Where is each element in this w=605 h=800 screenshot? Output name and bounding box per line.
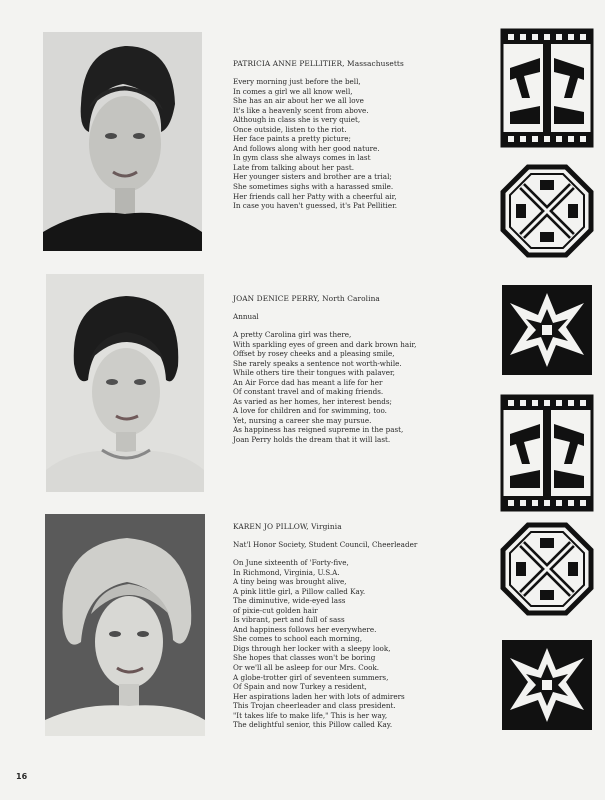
senior-entry bbox=[233, 59, 483, 211]
poem-line: Her aspirations laden her with lots of admirers bbox=[233, 691, 405, 701]
poem bbox=[233, 558, 483, 730]
poem-line: A tiny being was brought alive, bbox=[233, 577, 347, 587]
poem-line: Digs through her locker with a sleepy look, bbox=[233, 643, 391, 653]
poem-line: She sometimes sighs with a harassed smile. bbox=[233, 182, 394, 192]
poem-line: Her younger sisters and brother are a trial; bbox=[233, 172, 392, 182]
poem-line: In comes a girl we all know well, bbox=[233, 86, 353, 96]
poem-line: Although in class she is very quiet, bbox=[233, 115, 361, 125]
poem-line: This Trojan cheerleader and class president. bbox=[233, 701, 396, 711]
poem-line: of pixie-cut golden hair bbox=[233, 605, 318, 615]
poem-line: Her friends call her Patty with a cheerful air, bbox=[233, 191, 397, 201]
poem-line: Every morning just before the bell, bbox=[233, 77, 361, 86]
poem-line: Late from talking about her past. bbox=[233, 162, 355, 172]
poem-line: In case you haven't guessed, it's Pat Pellitier. bbox=[233, 201, 398, 211]
poem-line: Of constant travel and of making friends. bbox=[233, 387, 384, 397]
poem-line: Offset by rosey cheeks and a pleasing smile, bbox=[233, 349, 395, 359]
poem-line: As happiness has reigned supreme in the past, bbox=[233, 425, 404, 435]
poem-line: As varied as her homes, her interest bends; bbox=[233, 396, 392, 406]
poem-line: "It takes life to make life," This is her way, bbox=[233, 710, 388, 720]
poem-line: A globe-trotter girl of seventeen summers, bbox=[233, 672, 389, 682]
poem-line: Yet, nursing a career she may pursue. bbox=[233, 415, 372, 425]
bird-totem-icon bbox=[500, 28, 594, 148]
senior-entry bbox=[233, 522, 483, 730]
portrait-photo-pillow bbox=[45, 514, 205, 736]
poem-line: She comes to school each morning, bbox=[233, 634, 363, 644]
poem-line: Once outside, listen to the riot. bbox=[233, 124, 347, 134]
student-name: JOAN DENICE PERRY, North Carolina bbox=[233, 294, 380, 303]
poem-line: It's like a heavenly scent from above. bbox=[233, 105, 369, 115]
poem-line: Is vibrant, pert and full of sass bbox=[233, 615, 345, 625]
poem-line: The delightful senior, this Pillow called Kay. bbox=[233, 720, 393, 730]
poem-line: She has an air about her we all love bbox=[233, 96, 364, 106]
portrait-photo-perry bbox=[46, 274, 204, 492]
poem-line: In gym class she always comes in last bbox=[233, 153, 371, 163]
poem-line: And follows along with her good nature. bbox=[233, 143, 380, 153]
poem-line: While others tire their tongues with palaver, bbox=[233, 368, 395, 378]
poem-line: Of Spain and now Turkey a resident, bbox=[233, 682, 367, 692]
page-number: 16 bbox=[16, 772, 28, 781]
student-activities: Annual bbox=[233, 312, 259, 321]
student-name: PATRICIA ANNE PELLITIER, Massachusetts bbox=[233, 59, 404, 68]
bird-totem-icon bbox=[500, 394, 594, 512]
poem-line: An Air Force dad has meant a life for her bbox=[233, 377, 383, 387]
star-motif-icon bbox=[500, 283, 594, 377]
poem-line: Or we'll all be asleep for our Mrs. Cook. bbox=[233, 663, 380, 673]
poem-line: On June sixteenth of 'Forty-five, bbox=[233, 558, 349, 567]
poem-line: She hopes that classes won't be boring bbox=[233, 653, 376, 663]
senior-entry bbox=[233, 294, 483, 445]
poem-line: She rarely speaks a sentence not worth-while. bbox=[233, 358, 402, 368]
octagon-cross-icon bbox=[500, 522, 594, 616]
student-activities: Nat'l Honor Society, Student Council, Cheerleader bbox=[233, 540, 418, 549]
poem-line: In Richmond, Virginia, U.S.A. bbox=[233, 567, 340, 577]
star-motif-icon bbox=[500, 638, 594, 732]
poem-line: A pretty Carolina girl was there, bbox=[233, 330, 352, 339]
poem-line: A love for children and for swimming, too. bbox=[233, 406, 387, 416]
poem-line: Her face paints a pretty picture; bbox=[233, 134, 351, 144]
poem-line: With sparkling eyes of green and dark brown hair, bbox=[233, 339, 417, 349]
poem bbox=[233, 77, 483, 211]
poem bbox=[233, 330, 483, 445]
poem-line: And happiness follows her everywhere. bbox=[233, 624, 377, 634]
portrait-photo-pellitier bbox=[43, 32, 202, 251]
octagon-cross-icon bbox=[500, 164, 594, 258]
poem-line: The diminutive, wide-eyed lass bbox=[233, 596, 346, 606]
student-name: KAREN JO PILLOW, Virginia bbox=[233, 522, 342, 531]
poem-line: Joan Perry holds the dream that it will last. bbox=[233, 435, 391, 445]
poem-line: A pink little girl, a Pillow called Kay. bbox=[233, 586, 366, 596]
